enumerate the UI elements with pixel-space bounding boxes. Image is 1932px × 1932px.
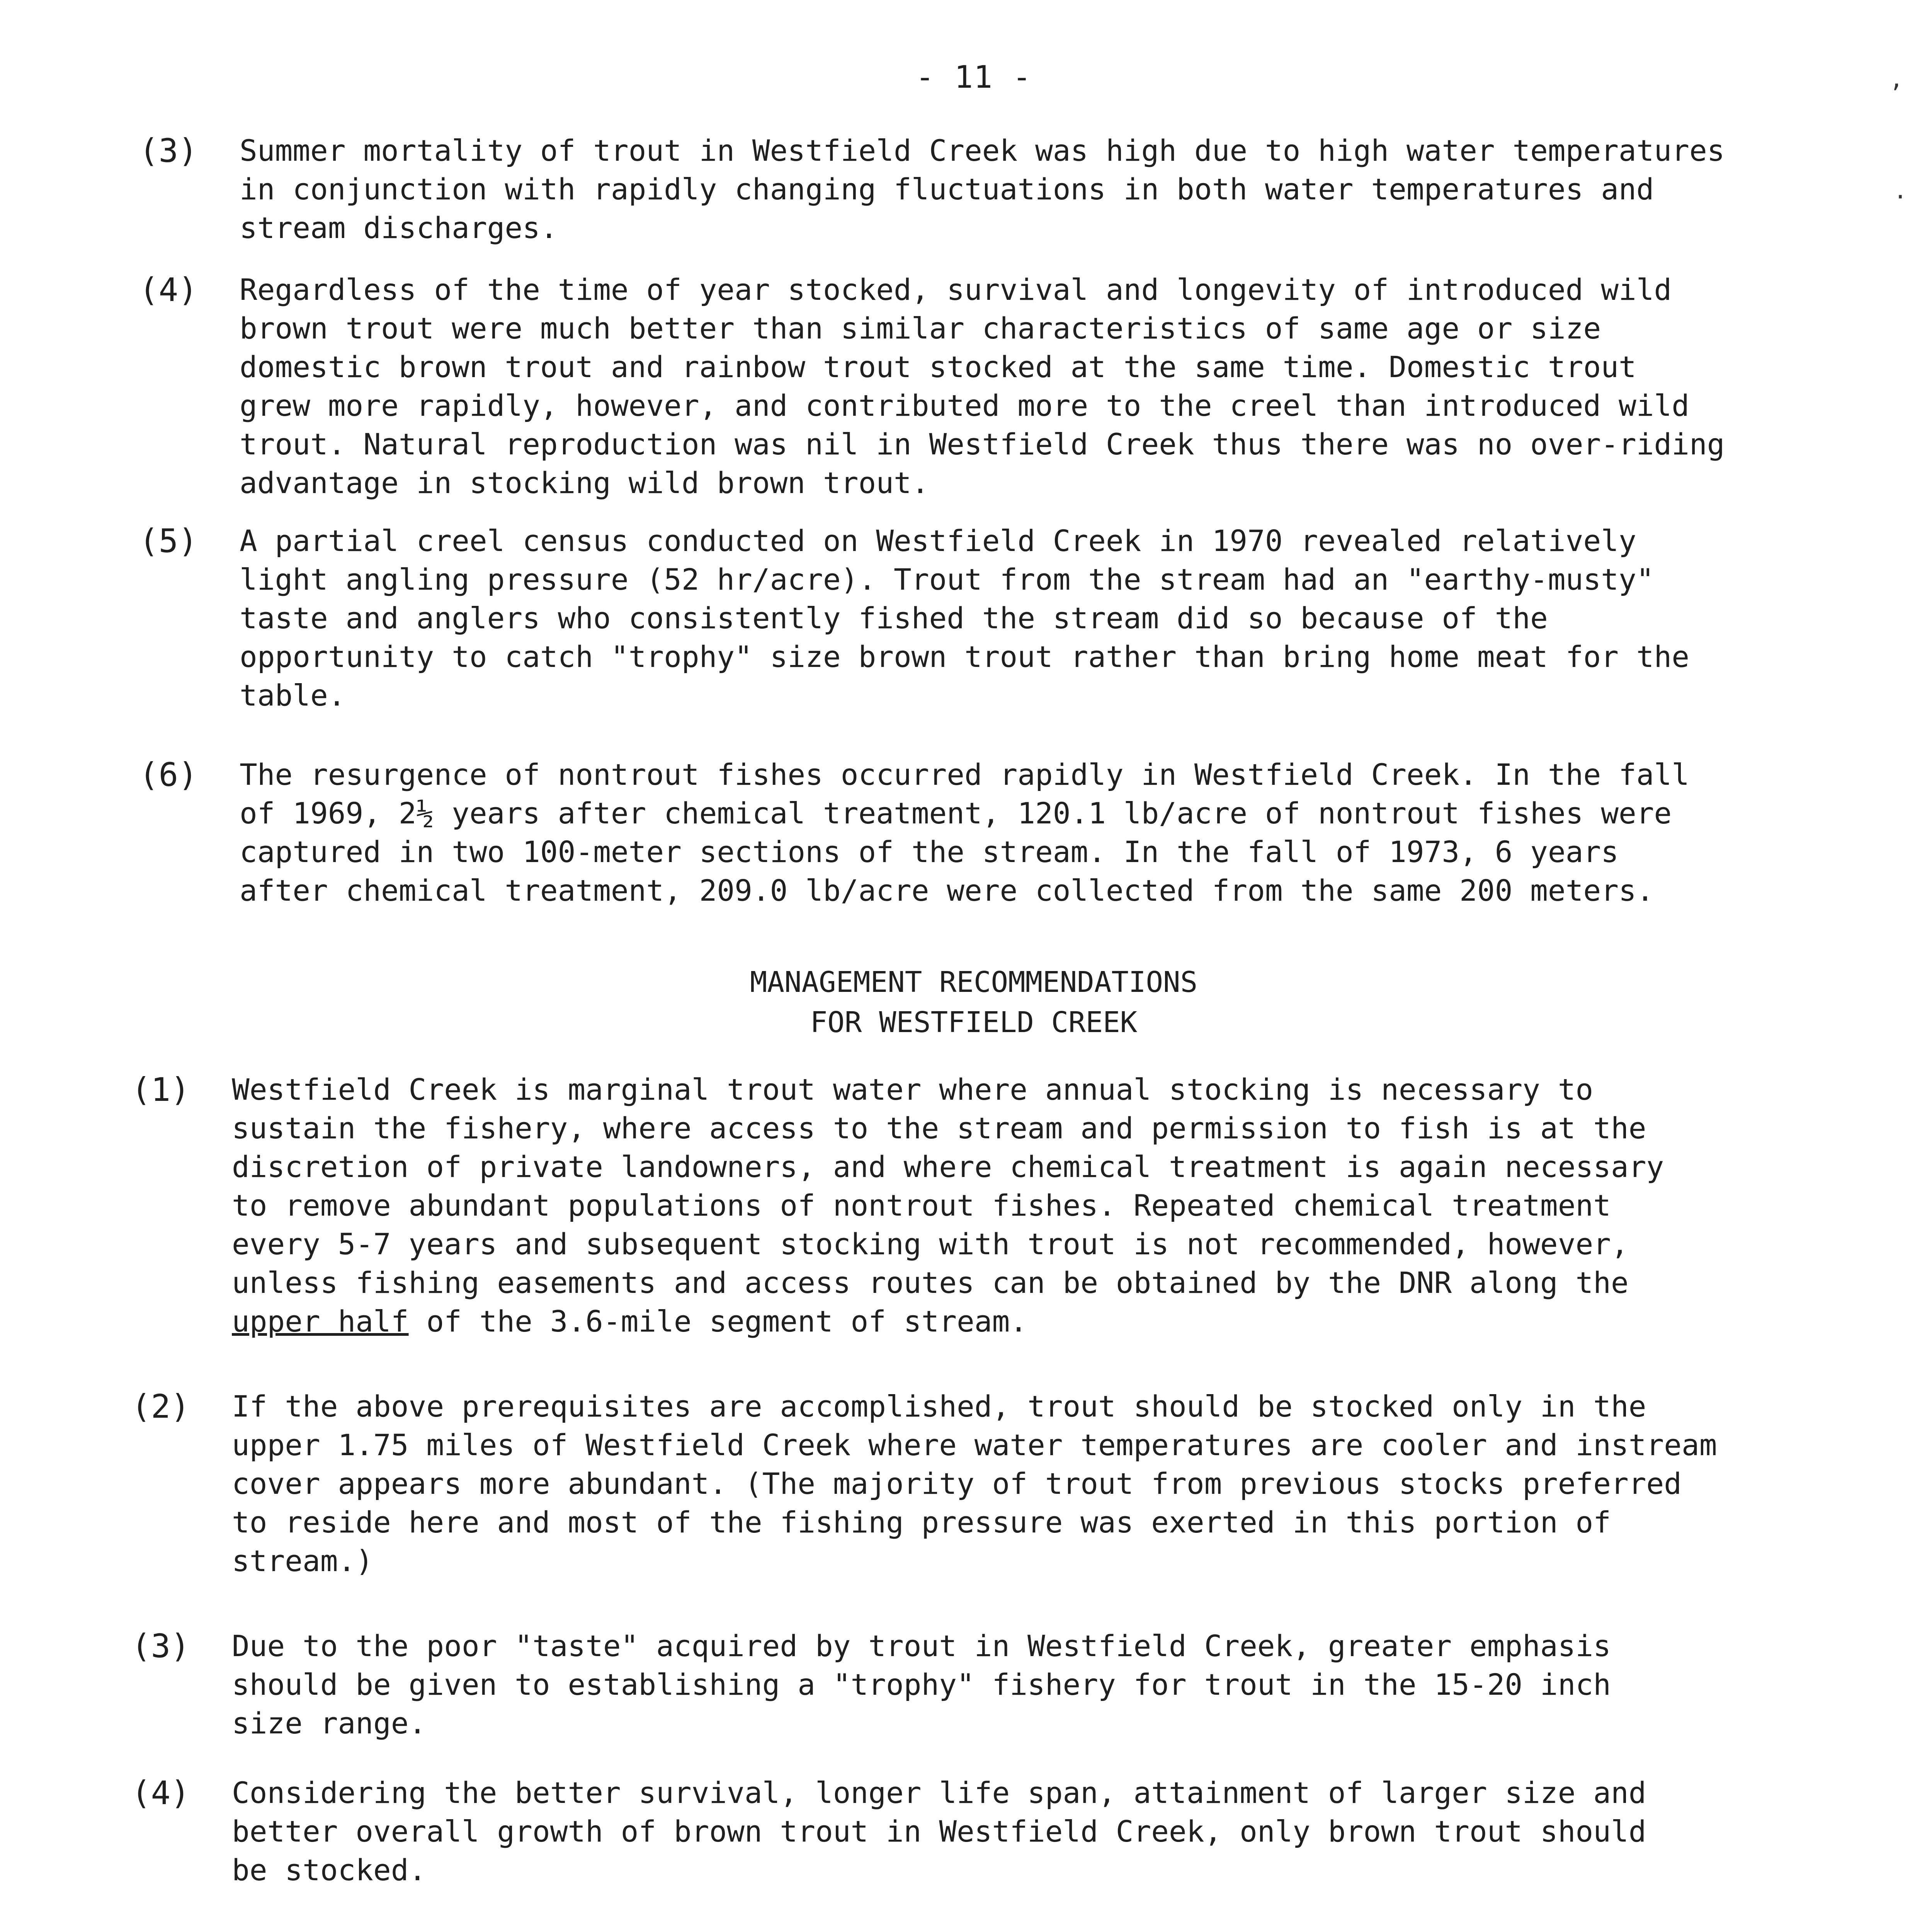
item-number: (3) <box>139 132 198 170</box>
item-text: If the above prerequisites are accomplished, trout should be stocked only in the upper 1.75 miles of Westfield Creek where water temperatures are cooler and instream cover appears more abundant. (The majority of trout from previous stocks preferred to reside here and most of the fishing pressure was exerted in this portion of stream.) <box>232 1389 1717 1578</box>
item-text: Summer mortality of trout in Westfield Creek was high due to high water temperatures in conjunction with rapidly changing fluctuations in both water temperatures and stream discharges. <box>240 133 1725 245</box>
item-number: (4) <box>131 1774 190 1812</box>
item-text: Regardless of the time of year stocked, survival and longevity of introduced wild brown trout were much better than similar characteristics of same age or size domestic brown trout and rainbow trout stocked at the same time. Domestic trout grew more rapidly, however, and contributed more to the creel than introduced wild trout. Natural reproduction was nil in Westfield Creek thus there was no over-riding advantage in stocking wild brown trout. <box>240 272 1725 500</box>
stray-mark: , <box>1889 66 1904 93</box>
item-number: (5) <box>139 522 198 560</box>
item-number: (1) <box>131 1071 190 1109</box>
page-number: - 11 - <box>915 59 1032 95</box>
underlined-phrase: upper half <box>232 1304 409 1338</box>
item-number: (3) <box>131 1627 190 1665</box>
item-number: (6) <box>139 756 198 794</box>
stray-mark: · <box>1893 184 1908 211</box>
item-text: A partial creel census conducted on Westfield Creek in 1970 revealed relatively light angling pressure (52 hr/acre). Trout from the stream had an "earthy-musty" taste and anglers who consistently fished the stream did so because of the opportunity to catch "trophy" size brown trout rather than bring home meat for the table. <box>240 524 1689 713</box>
item-number: (4) <box>139 271 198 309</box>
item-text: Considering the better survival, longer life span, attainment of larger size and better overall growth of brown trout in Westfield Creek, only brown trout should be stocked. <box>232 1776 1646 1887</box>
item-text: The resurgence of nontrout fishes occurred rapidly in Westfield Creek. In the fall of 1969, 2½ years after chemical treatment, 120.1 lb/acre of nontrout fishes were captured in two 100-meter sections of the stream. In the fall of 1973, 6 years after chemical treatment, 209.0 lb/acre were collected from the same 200 meters. <box>240 757 1689 908</box>
section-heading: MANAGEMENT RECOMMENDATIONS FOR WESTFIELD CREEK <box>750 966 1198 1039</box>
item-text: Due to the poor "taste" acquired by trout in Westfield Creek, greater emphasis should be given to establishing a "trophy" fishery for trout in the 15-20 inch size range. <box>232 1629 1611 1740</box>
item-number: (2) <box>131 1388 190 1425</box>
item-text-main: Westfield Creek is marginal trout water where annual stocking is necessary to sustain the fishery, where access to the stream and permission to fish is at the discretion of private landowners, and where chemical treatment is again necessary to remove abundant populations of nontrout fishes. Repeated chemical treatment every 5-7 years and subsequent stocking with trout is not recommended, however, unless fishing easements and access routes can be obtained by the DNR along the <box>232 1072 1664 1300</box>
item-text-end: of the 3.6-mile segment of stream. <box>408 1304 1028 1338</box>
item-text <box>232 1070 1901 1341</box>
